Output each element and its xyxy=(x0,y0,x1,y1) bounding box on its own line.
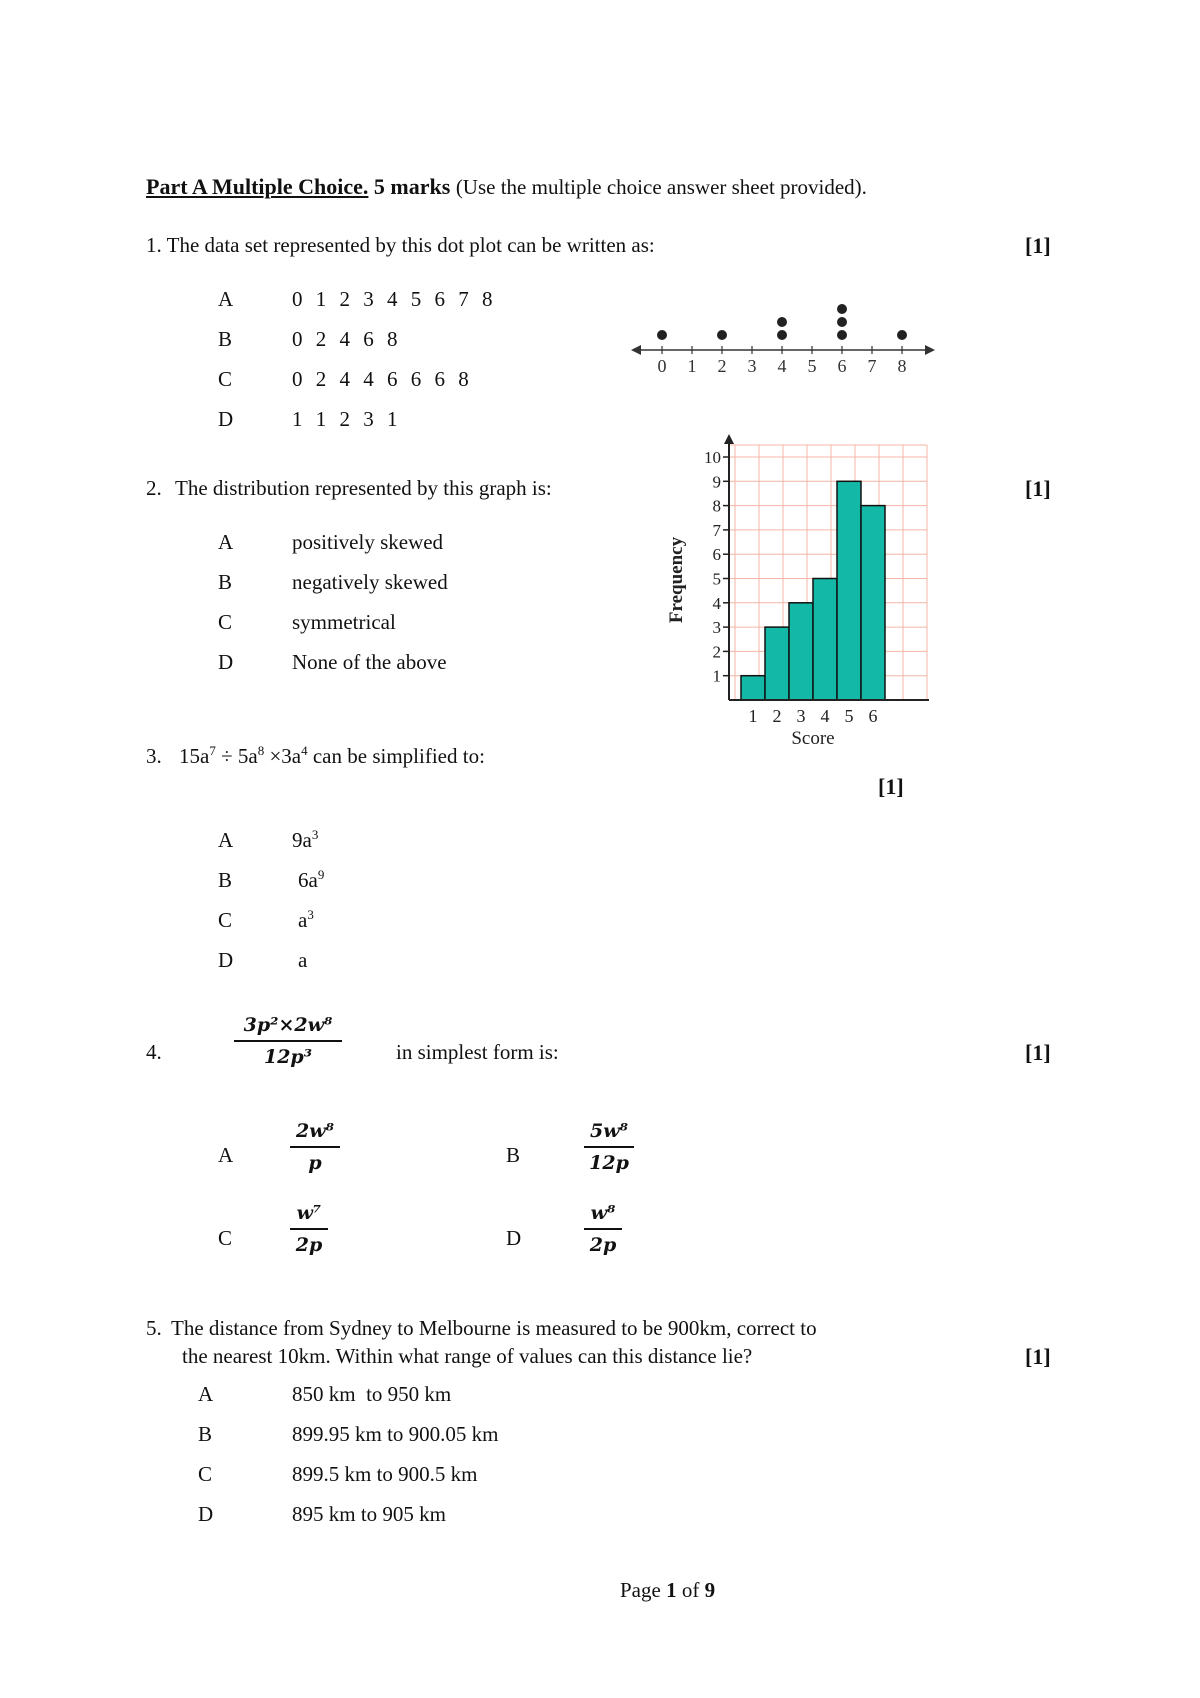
x-axis-label: Score xyxy=(791,728,835,749)
x-tick-label: 1 xyxy=(687,356,697,376)
q3-option-letter: A xyxy=(218,828,234,852)
q3-exp-c: 4 xyxy=(301,743,308,758)
q1-prompt xyxy=(146,233,655,258)
q4-option-fraction xyxy=(584,1118,634,1176)
left-arrow-icon xyxy=(631,345,641,355)
q4-option-fraction xyxy=(290,1200,328,1258)
page-total: 9 xyxy=(704,1578,716,1602)
q2-option-text: symmetrical xyxy=(292,610,396,634)
q3-option-base: 6a xyxy=(298,868,318,892)
q5-prompt xyxy=(146,1316,817,1341)
q4-option-denominator: 12p xyxy=(589,1152,629,1174)
q2-prompt xyxy=(146,476,552,501)
q1-number: 1. xyxy=(146,233,162,257)
q1-option-text: 1 1 2 3 1 xyxy=(292,407,402,431)
q5-option-letter: A xyxy=(198,1382,214,1406)
q2-option-letter: C xyxy=(218,610,233,634)
dot xyxy=(837,330,847,340)
x-tick-label: 5 xyxy=(844,706,854,726)
q3-option-exp: 3 xyxy=(311,827,319,842)
histogram-bar xyxy=(813,579,837,701)
x-tick-label: 4 xyxy=(777,356,787,376)
q3-option-letter: B xyxy=(218,868,233,892)
x-tick-label: 2 xyxy=(772,706,782,726)
q1-option-letter: C xyxy=(218,367,233,391)
q3-term-b: ÷ 5a xyxy=(215,744,258,768)
q4-expression xyxy=(234,1012,342,1070)
x-tick-label: 3 xyxy=(747,356,757,376)
y-tick-label: 7 xyxy=(712,520,721,540)
histogram-bar xyxy=(741,676,765,700)
q4-mark: [1] xyxy=(1025,1040,1051,1065)
histogram-bar xyxy=(861,506,885,700)
part-instruction: (Use the multiple choice answer sheet provided). xyxy=(455,175,867,199)
q5-option-text: 899.95 km to 900.05 km xyxy=(292,1422,499,1446)
q3-mark: [1] xyxy=(878,774,904,799)
y-tick-label: 2 xyxy=(712,642,721,662)
page-number: 1 xyxy=(666,1578,677,1602)
q2-option-text: positively skewed xyxy=(292,530,444,554)
q2-option-letter: B xyxy=(218,570,233,594)
page-label: Page xyxy=(620,1578,661,1602)
y-tick-label: 10 xyxy=(704,448,721,467)
q1-text: The data set represented by this dot plot can be written as: xyxy=(166,233,655,257)
q2-option-text: negatively skewed xyxy=(292,570,448,594)
q4-option-fraction xyxy=(584,1200,622,1258)
q1-option-text: 0 2 4 4 6 6 6 8 xyxy=(292,367,473,391)
q2-option-text: None of the above xyxy=(292,650,447,674)
q1-option-text: 0 2 4 6 8 xyxy=(292,327,402,351)
q3-option-exp: 3 xyxy=(307,907,314,922)
fraction-bar xyxy=(584,1146,634,1148)
q3-option-base: a xyxy=(298,908,308,932)
histogram xyxy=(664,430,929,750)
x-tick-label: 8 xyxy=(897,356,907,376)
of-label: of xyxy=(681,1578,700,1602)
q3-exp-b: 8 xyxy=(257,743,265,758)
q1-option-letter: B xyxy=(218,327,233,351)
q4-number: 4. xyxy=(146,1040,162,1064)
q4-text: in simplest form is: xyxy=(396,1040,559,1064)
q2-option-letter: A xyxy=(218,530,234,554)
q3-text: can be simplified to: xyxy=(307,744,485,768)
q1-option-letter: A xyxy=(218,287,234,311)
dot xyxy=(717,330,727,340)
x-tick-label: 0 xyxy=(657,356,667,376)
q5-option-letter: C xyxy=(198,1462,213,1486)
y-axis-label: Frequency xyxy=(666,536,687,624)
q2-text: The distribution represented by this graph is: xyxy=(175,476,552,500)
y-tick-label: 4 xyxy=(712,593,721,613)
q4-option-fraction xyxy=(290,1118,340,1176)
q4-numerator: 3p²×2w⁸ xyxy=(243,1014,333,1036)
q3-option-letter: D xyxy=(218,948,234,972)
q5-line2: the nearest 10km. Within what range of values can this distance lie? xyxy=(182,1344,753,1368)
x-tick-label: 2 xyxy=(717,356,727,376)
q3-number: 3. xyxy=(146,744,162,768)
q1-option-letter: D xyxy=(218,407,234,431)
y-tick-label: 8 xyxy=(712,496,721,516)
q1-mark: [1] xyxy=(1025,233,1051,258)
q3-option-text xyxy=(298,948,307,973)
y-tick-label: 1 xyxy=(712,666,721,686)
right-arrow-icon xyxy=(925,345,935,355)
q5-option-letter: B xyxy=(198,1422,213,1446)
q3-option-exp: 9 xyxy=(317,867,325,882)
q4-option-denominator: p xyxy=(308,1152,322,1174)
q5-number: 5. xyxy=(146,1316,162,1340)
q3-option-text xyxy=(292,828,318,853)
y-tick-label: 3 xyxy=(712,618,721,638)
x-tick-label: 6 xyxy=(837,356,847,376)
histogram-bar xyxy=(765,627,789,700)
q4-denominator: 12p³ xyxy=(263,1046,313,1068)
q5-option-letter: D xyxy=(198,1502,214,1526)
q5-mark: [1] xyxy=(1025,1344,1051,1369)
q4-option-denominator: 2p xyxy=(589,1234,617,1256)
dot-plot xyxy=(625,290,945,380)
x-tick-label: 5 xyxy=(807,356,817,376)
dot xyxy=(897,330,907,340)
y-tick-label: 9 xyxy=(712,472,721,492)
q4-option-letter: D xyxy=(506,1226,522,1250)
q3-term-c: ×3a xyxy=(264,744,302,768)
q4-option-numerator: w⁸ xyxy=(590,1202,616,1224)
y-tick-label: 5 xyxy=(712,569,721,589)
fraction-bar xyxy=(290,1146,340,1148)
page-footer xyxy=(620,1578,715,1603)
q2-mark: [1] xyxy=(1025,476,1051,501)
q3-option-text xyxy=(298,908,314,933)
q1-option-text: 0 1 2 3 4 5 6 7 8 xyxy=(292,287,497,311)
fraction-bar xyxy=(290,1228,328,1230)
fraction-bar xyxy=(584,1228,622,1230)
dot xyxy=(657,330,667,340)
y-tick-label: 6 xyxy=(712,545,721,565)
x-tick-label: 6 xyxy=(868,706,878,726)
q4-option-numerator: 5w⁸ xyxy=(590,1120,628,1142)
q5-option-text: 895 km to 905 km xyxy=(292,1502,447,1526)
q3-option-base: 9a xyxy=(292,828,312,852)
q3-exp-a: 7 xyxy=(209,743,216,758)
dot xyxy=(837,304,847,314)
q3-option-letter: C xyxy=(218,908,233,932)
q3-option-text xyxy=(298,868,324,893)
q2-number: 2. xyxy=(146,476,162,500)
q5-option-text: 899.5 km to 900.5 km xyxy=(292,1462,478,1486)
q4-option-denominator: 2p xyxy=(295,1234,323,1256)
q5-line1: The distance from Sydney to Melbourne is measured to be 900km, correct to xyxy=(171,1316,817,1340)
q5-option-text: 850 km to 950 km xyxy=(292,1382,452,1406)
x-tick-label: 1 xyxy=(748,706,758,726)
q4-option-letter: C xyxy=(218,1226,233,1250)
part-a-header xyxy=(146,174,867,200)
q3-prompt xyxy=(146,744,485,769)
part-title: Part A Multiple Choice. xyxy=(146,174,369,199)
x-tick-label: 7 xyxy=(867,356,877,376)
q2-option-letter: D xyxy=(218,650,234,674)
histogram-bar xyxy=(837,481,861,700)
x-tick-label: 4 xyxy=(820,706,830,726)
x-tick-label: 3 xyxy=(796,706,806,726)
dot xyxy=(777,317,787,327)
dot xyxy=(777,330,787,340)
q3-term-a: 15a xyxy=(179,744,210,768)
q4-option-letter: A xyxy=(218,1143,234,1167)
q4-option-numerator: w⁷ xyxy=(296,1202,322,1224)
q4-option-numerator: 2w⁸ xyxy=(296,1120,334,1142)
part-marks: 5 marks xyxy=(373,174,451,199)
q3-option-base: a xyxy=(298,948,308,972)
histogram-bar xyxy=(789,603,813,700)
dot xyxy=(837,317,847,327)
q4-option-letter: B xyxy=(506,1143,521,1167)
fraction-bar xyxy=(234,1040,342,1042)
y-axis-arrow-icon xyxy=(724,434,734,444)
